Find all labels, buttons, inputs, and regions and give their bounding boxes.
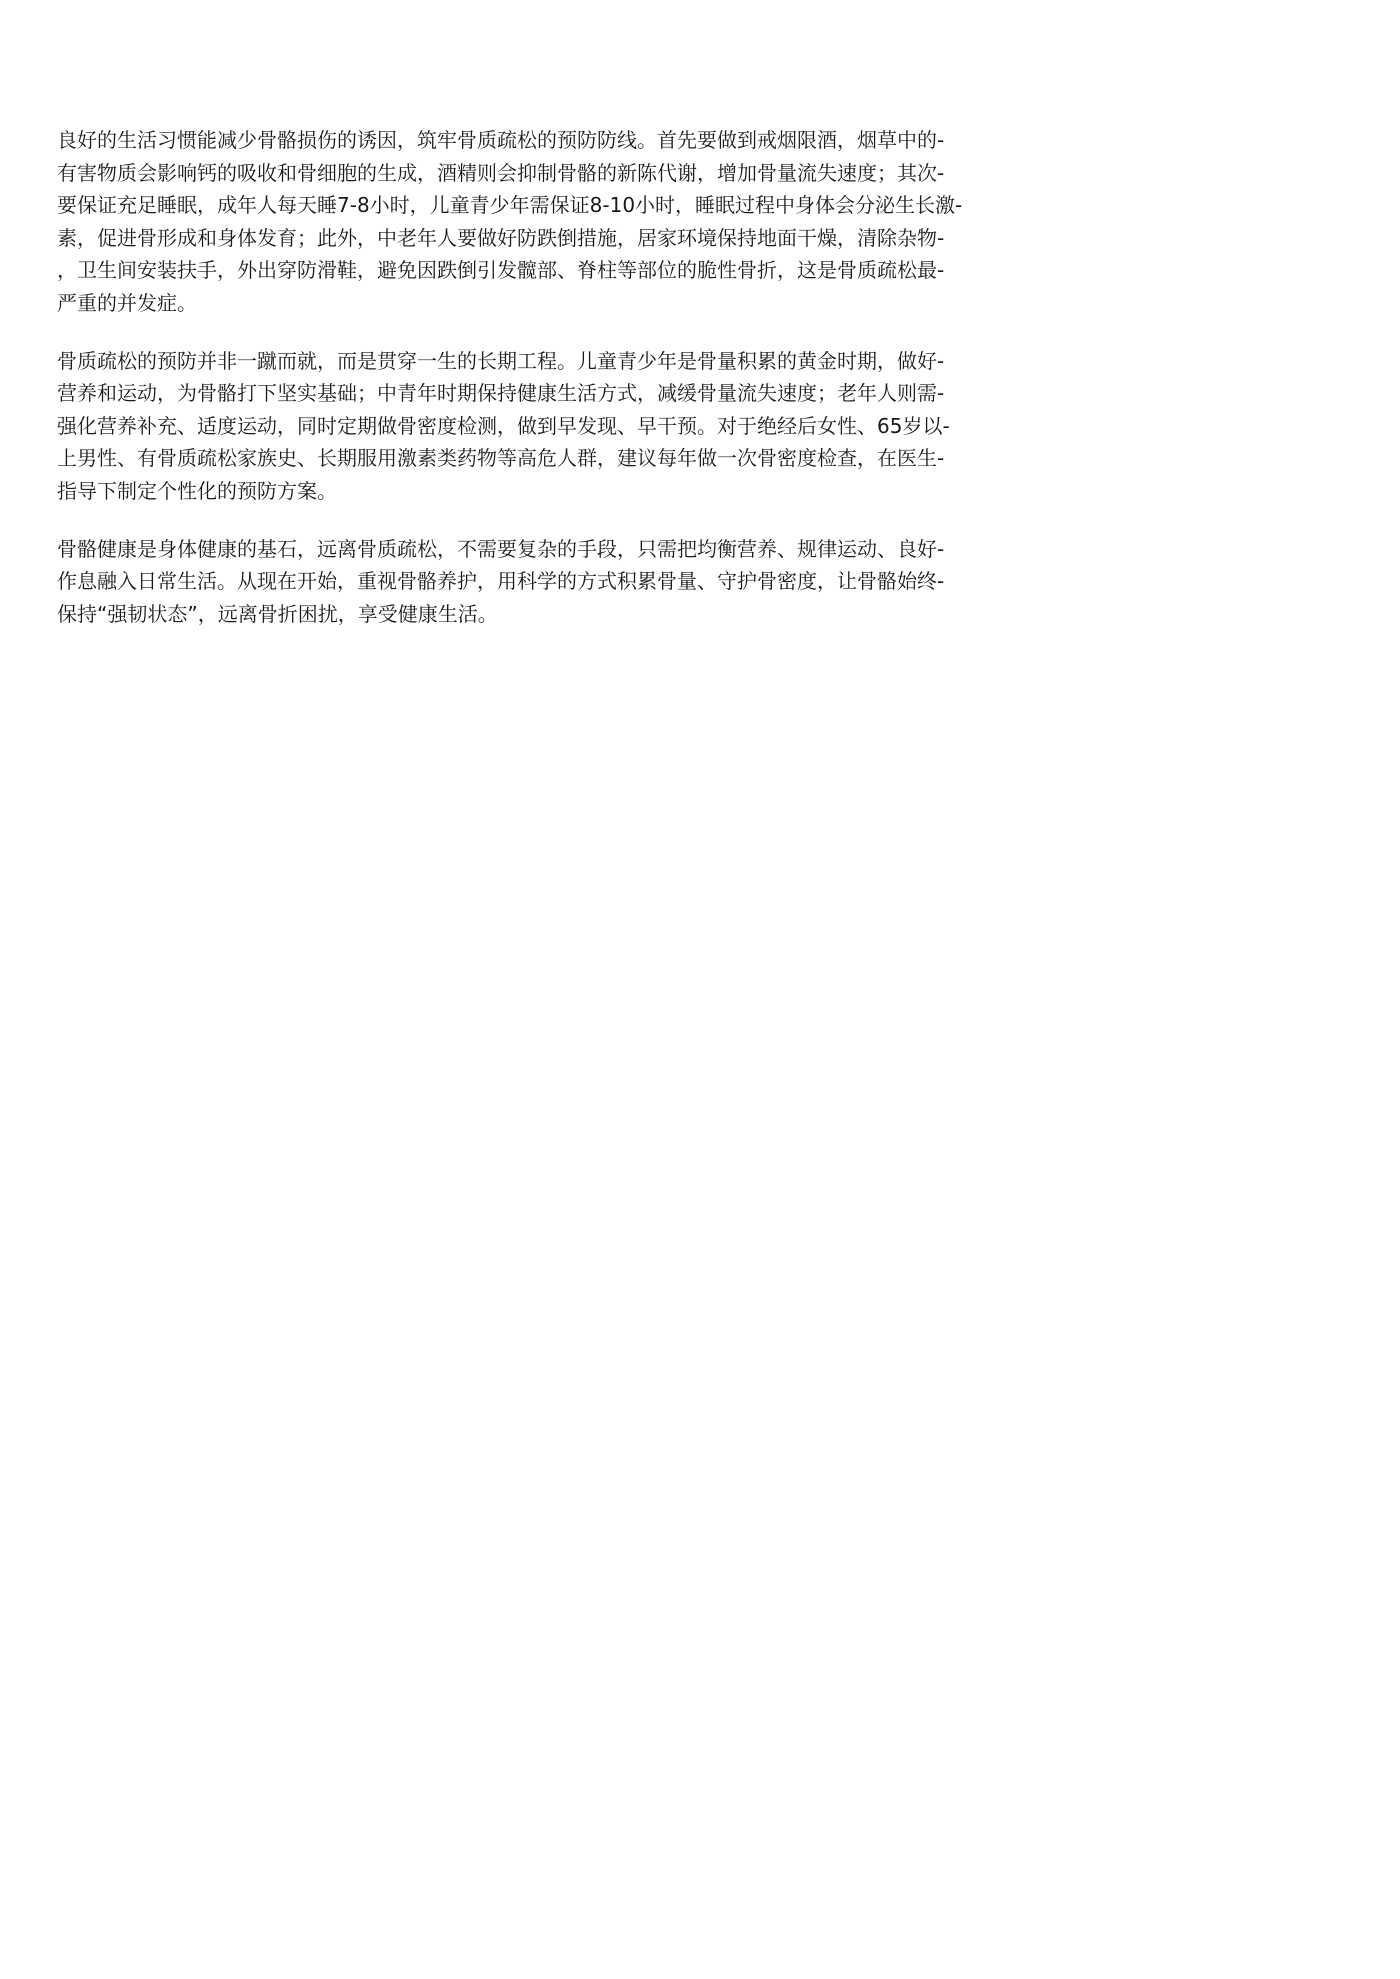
- text-line: 素，促进骨形成和身体发育；此外，中老年人要做好防跌倒措施，居家环境保持地面干燥，清除杂物-: [57, 225, 945, 250]
- text-line: 上男性、有骨质疏松家族史、长期服用激素类药物等高危人群，建议每年做一次骨密度检查，在医生-: [57, 446, 945, 471]
- text-line: 良好的生活习惯能减少骨骼损伤的诱因，筑牢骨质疏松的预防防线。首先要做到戒烟限酒，烟草中的-: [57, 128, 945, 152]
- paragraph-conclusion: [57, 533, 1057, 631]
- article-body: [57, 124, 1057, 655]
- paragraph-lifestyle: [57, 124, 1057, 320]
- text-line: 营养和运动，为骨骼打下坚实基础；中青年时期保持健康生活方式，减缓骨量流失速度；老年人则需-: [57, 381, 945, 406]
- text-line: 强化营养补充、适度运动，同时定期做骨密度检测，做到早发现、早干预。对于绝经后女性、65岁以-: [57, 413, 950, 438]
- text-line: 骨骼健康是身体健康的基石，远离骨质疏松，不需要复杂的手段，只需把均衡营养、规律运动、良好-: [57, 536, 945, 561]
- text-line: 骨质疏松的预防并非一蹴而就，而是贯穿一生的长期工程。儿童青少年是骨量积累的黄金时期，做好-: [57, 348, 945, 373]
- text-line: 要保证充足睡眠，成年人每天睡7-8小时，儿童青少年需保证8-10小时，睡眠过程中身体会分泌生长激-: [57, 193, 963, 218]
- text-line: 有害物质会影响钙的吸收和骨细胞的生成，酒精则会抑制骨骼的新陈代谢，增加骨量流失速度；其次-: [57, 160, 945, 185]
- paragraph-lifelong-prevention: [57, 345, 1057, 508]
- text-line: 指导下制定个性化的预防方案。: [57, 478, 337, 503]
- text-line: 作息融入日常生活。从现在开始，重视骨骼养护，用科学的方式积累骨量、守护骨密度，让骨骼始终-: [57, 569, 945, 594]
- text-line: 严重的并发症。: [57, 290, 197, 315]
- text-line: 保持“强韧状态”，远离骨折困扰，享受健康生活。: [57, 601, 498, 626]
- text-line: ，卫生间安装扶手，外出穿防滑鞋，避免因跌倒引发髋部、脊柱等部位的脆性骨折，这是骨质疏松最-: [57, 258, 945, 283]
